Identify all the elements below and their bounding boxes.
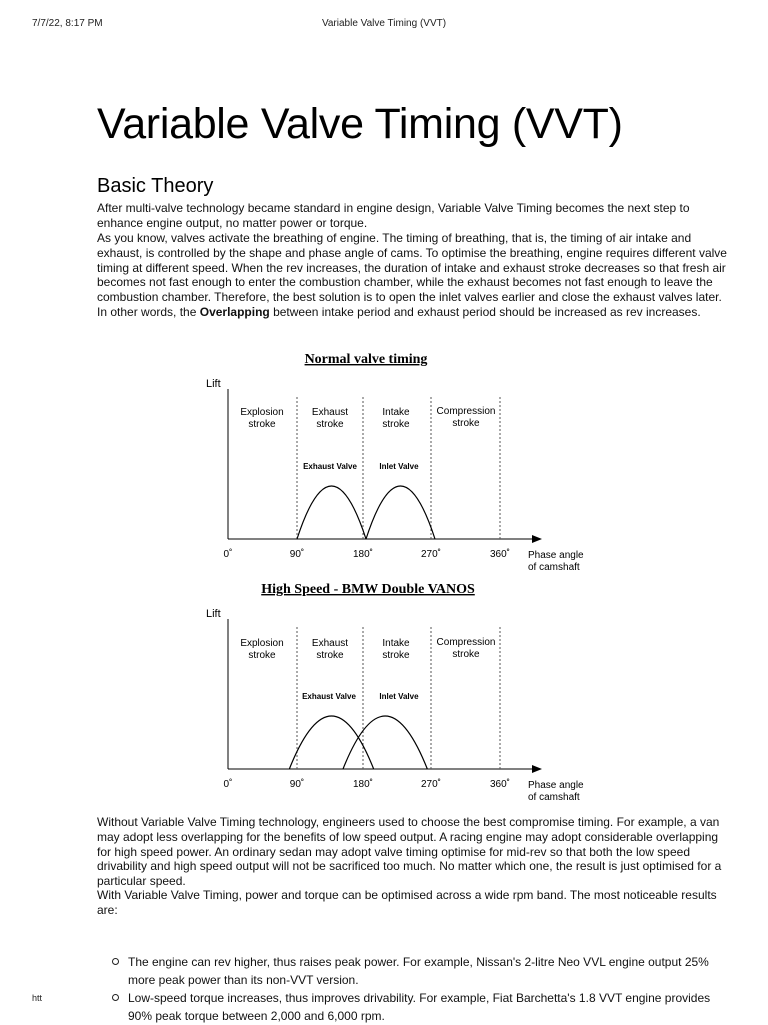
results-list xyxy=(110,953,735,1025)
exhaust-valve-label: Exhaust Valve xyxy=(303,462,357,471)
high-speed-vanos-diagram xyxy=(180,575,600,803)
x-axis-arrow xyxy=(532,535,542,543)
print-url: htt xyxy=(32,993,43,1003)
x-tick-90: 90˚ xyxy=(289,779,305,790)
page-title: Variable Valve Timing (VVT) xyxy=(97,100,623,148)
x-tick-270: 270˚ xyxy=(420,549,442,560)
diagram-title: High Speed - BMW Double VANOS xyxy=(261,582,475,597)
bullet-circle-icon xyxy=(112,994,119,1001)
overlapping-term: Overlapping xyxy=(199,304,270,319)
y-axis-label: Lift xyxy=(206,608,221,620)
x-axis-label: Phase angle of camshaft xyxy=(528,550,584,570)
explosion-stroke-label: Explosion stroke xyxy=(240,407,284,430)
exhaust-stroke-label: Exhaust stroke xyxy=(311,407,349,430)
breathing-text-1: As you know, valves activate the breathing of engine. The timing of breathing, that is, the timing of air intake and exhaust, is controlled by the shape and phase angle of cams. To optimise the breathing, engine requires different valve timing at different speed. When the rev increases, the duration of intake and exhaust stroke decreases so that fresh air becomes not fast enough to enter the combustion chamber, while the exhaust becomes not fast enough to leave the combustion chamber. Therefore, the best solution is to open the inlet valves earlier and close the exhaust valves later. In other words, the xyxy=(97,231,727,319)
compromise-paragraph: Without Variable Valve Timing technology, engineers used to choose the best compromise timing. For example, a van may adopt less overlapping for the benefits of low speed output. A racing engine may adopt considerable overlapping for high speed power. An ordinary sedan may adopt valve timing optimise for mid-rev so that both the low speed drivability and high speed output will not be sacrificed too much. No matter which one, the result is just optimised for a particular speed. xyxy=(97,815,722,889)
section-title: Basic Theory xyxy=(97,175,214,197)
x-tick-360: 360˚ xyxy=(489,549,511,560)
breathing-text-2: between intake period and exhaust period should be increased as rev increases. xyxy=(269,304,701,319)
exhaust-valve-curve xyxy=(289,716,373,769)
bullet-circle-icon xyxy=(112,958,119,965)
normal-valve-timing-diagram xyxy=(180,345,600,570)
inlet-valve-label: Inlet Valve xyxy=(379,692,419,701)
intake-stroke-label: Intake stroke xyxy=(382,638,410,661)
print-datetime: 7/7/22, 8:17 PM xyxy=(32,18,103,29)
x-tick-0: 0˚ xyxy=(223,779,233,790)
compression-stroke-label: Compression stroke xyxy=(436,637,496,660)
x-axis-label: Phase angle of camshaft xyxy=(528,780,584,803)
exhaust-valve-label: Exhaust Valve xyxy=(302,692,356,701)
x-tick-180: 180˚ xyxy=(352,549,374,560)
exhaust-stroke-label: Exhaust stroke xyxy=(311,638,349,661)
x-tick-0: 0˚ xyxy=(223,549,233,560)
x-tick-270: 270˚ xyxy=(420,779,442,790)
inlet-valve-label: Inlet Valve xyxy=(379,462,419,471)
results-paragraph: With Variable Valve Timing, power and torque can be optimised across a wide rpm band. The most noticeable results are: xyxy=(97,888,717,917)
x-tick-180: 180˚ xyxy=(352,779,374,790)
exhaust-valve-curve xyxy=(297,486,366,539)
intro-paragraph: After multi-valve technology became standard in engine design, Variable Valve Timing becomes the next step to enhance engine output, no matter power or torque. xyxy=(97,201,690,230)
explosion-stroke-label: Explosion stroke xyxy=(240,638,284,661)
breathing-paragraph xyxy=(97,231,732,320)
inlet-valve-curve xyxy=(343,716,427,769)
compression-stroke-label: Compression stroke xyxy=(436,406,496,429)
y-axis-label: Lift xyxy=(206,378,221,390)
list-item-text: Low-speed torque increases, thus improves drivability. For example, Fiat Barchetta's 1.8 VVT engine provides 90% peak torque between 2,000 and 6,000 rpm. xyxy=(128,991,711,1023)
x-tick-360: 360˚ xyxy=(489,779,511,790)
list-item xyxy=(110,953,735,989)
x-axis-arrow xyxy=(532,765,542,773)
list-item-text: The engine can rev higher, thus raises peak power. For example, Nissan's 2-litre Neo VVL engine output 25% more peak power than its non-VVT version. xyxy=(128,955,709,987)
print-doc-title: Variable Valve Timing (VVT) xyxy=(321,18,447,29)
intake-stroke-label: Intake stroke xyxy=(382,407,410,430)
diagram-title: Normal valve timing xyxy=(304,352,428,367)
x-tick-90: 90˚ xyxy=(289,549,305,560)
inlet-valve-curve xyxy=(366,486,435,539)
list-item xyxy=(110,989,735,1025)
